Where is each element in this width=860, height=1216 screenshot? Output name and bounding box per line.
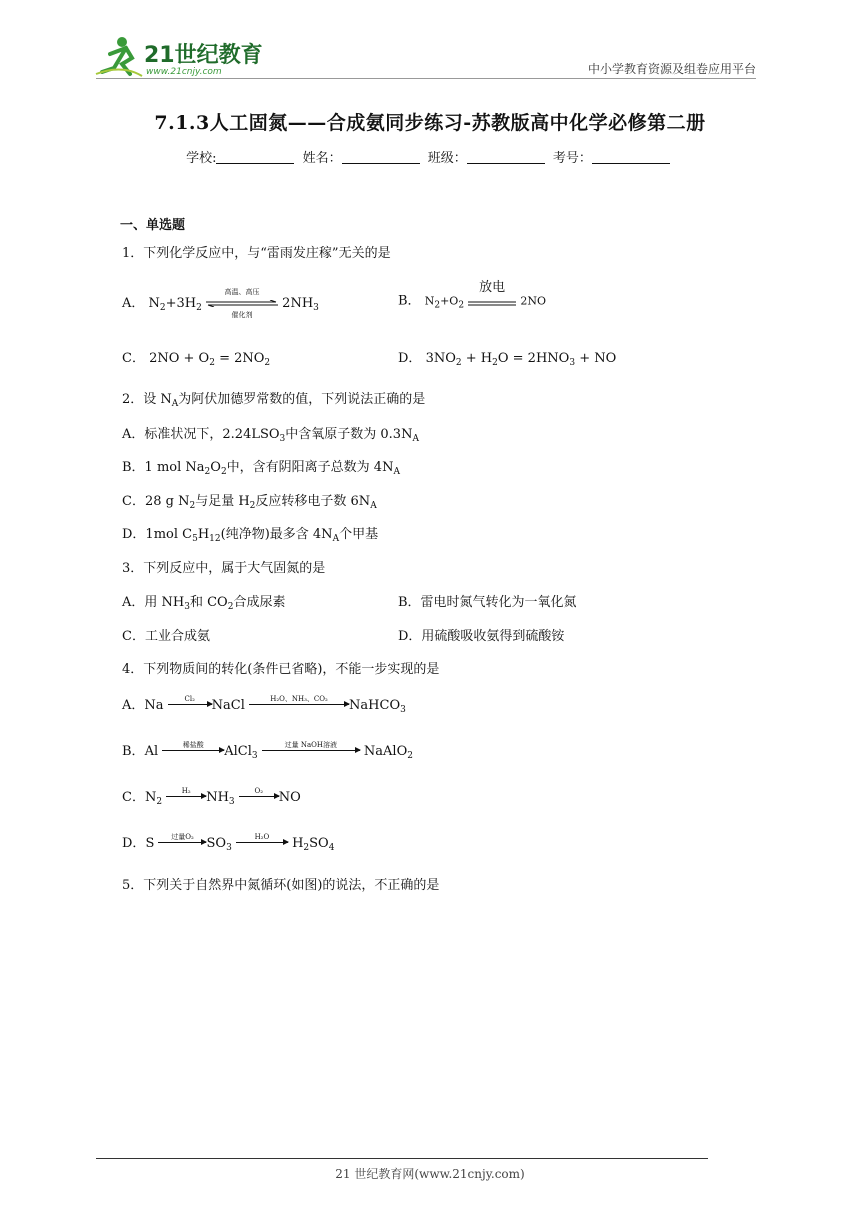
q3-option-c[interactable]: C．工业合成氨: [122, 629, 210, 644]
name-blank[interactable]: [342, 151, 420, 164]
equals-condition: 放电: [468, 280, 516, 310]
arrow: H₂: [166, 787, 206, 798]
arrow-icon: [236, 842, 288, 843]
q3-option-a[interactable]: A．用 $NH_3$和 $CO_2$合成尿素: [122, 595, 286, 612]
q4-option-b[interactable]: B．Al 稀盐酸 AlCl$_3$ 过量 NaOH溶液 NaAlO$_2$: [122, 741, 413, 761]
school-blank[interactable]: [216, 151, 294, 164]
arrow: 稀盐酸: [162, 741, 224, 752]
question-5-stem: 5．下列关于自然界中氮循环(如图)的说法，不正确的是: [122, 878, 440, 893]
svg-text:21世纪教育: 21世纪教育: [144, 43, 262, 68]
question-2-stem: 2．设 $N_A$为阿伏加德罗常数的值，下列说法正确的是: [122, 392, 426, 409]
q2-option-c[interactable]: C．28 g $N_2$与足量 $H_2$反应转移电子数 $6N_A$: [122, 494, 377, 511]
q1-option-c[interactable]: C． $2NO + O_2 = 2NO_2$: [122, 351, 271, 368]
q4-option-c[interactable]: C．$N_2$ H₂ $NH_3$ O₂ NO: [122, 787, 301, 807]
arrow-icon: [239, 796, 279, 797]
class-label: 班级：: [427, 151, 467, 166]
student-info-line: [0, 147, 860, 166]
svg-text:www.21cnjy.com: www.21cnjy.com: [146, 67, 222, 77]
arrow: 过量 NaOH溶液: [262, 741, 360, 752]
q1-option-d[interactable]: D． $3NO_2 + H_2O = 2HNO_3$ + NO: [398, 351, 617, 368]
arrow-icon: [162, 750, 224, 751]
question-4-stem: 4．下列物质间的转化(条件已省略)，不能一步实现的是: [122, 662, 440, 677]
arrow-icon: [168, 704, 212, 705]
question-3-stem: 3．下列反应中，属于大气固氮的是: [122, 561, 326, 576]
exam-no-blank[interactable]: [592, 151, 670, 164]
section-title: 一、单选题: [120, 218, 186, 233]
arrow-icon: [249, 704, 349, 705]
school-label: 学校:: [186, 151, 217, 166]
arrow: H₂O: [236, 833, 288, 844]
reversible-arrow-icon: [206, 300, 278, 307]
page-title: 7.1.3人工固氮——合成氨同步练习-苏教版高中化学必修第二册: [154, 112, 706, 134]
q4-option-a[interactable]: A．Na Cl₂ NaCl H₂O、NH₃、CO₂ NaHCO$_3$: [122, 695, 406, 715]
arrow-icon: [262, 750, 360, 751]
double-line-icon: [468, 301, 516, 306]
q1-option-b[interactable]: B． $N_2+O_2$ 放电 2NO: [398, 280, 546, 311]
site-logo: [92, 34, 262, 80]
class-blank[interactable]: [467, 151, 545, 164]
arrow: 过量O₂: [158, 833, 206, 844]
arrow-icon: [166, 796, 206, 797]
reversible-arrow: 高温、高压 催化剂: [206, 288, 278, 319]
name-label: 姓名：: [302, 151, 342, 166]
header-divider: [96, 78, 756, 79]
footer-divider: [96, 1158, 708, 1159]
q3-option-b[interactable]: B．雷电时氮气转化为一氧化氮: [398, 595, 577, 610]
q2-option-a[interactable]: A．标准状况下，$2.24LSO_3$中含氧原子数为 $0.3N_A$: [122, 427, 419, 444]
q1-option-a[interactable]: A． $N_2+3H_2$ 高温、高压 催化剂 $2NH_3$: [122, 288, 319, 319]
arrow: Cl₂: [168, 695, 212, 706]
q3-option-d[interactable]: D．用硫酸吸收氨得到硫酸铵: [398, 629, 565, 644]
q2-option-b[interactable]: B．1 mol $Na_2O_2$中，含有阴阳离子总数为 $4N_A$: [122, 460, 400, 477]
exam-no-label: 考号：: [552, 151, 592, 166]
arrow: H₂O、NH₃、CO₂: [249, 695, 349, 706]
runner-logo-icon: [92, 34, 262, 80]
header-platform-text: 中小学教育资源及组卷应用平台: [587, 62, 756, 76]
q4-option-d[interactable]: D．S 过量O₂ $SO_3$ H₂O $H_2SO_4$: [122, 833, 335, 853]
arrow-icon: [158, 842, 206, 843]
q2-option-d[interactable]: D．1mol $C_5H_{12}$(纯净物)最多含 $4N_A$个甲基: [122, 527, 379, 544]
footer-text: 21 世纪教育网(www.21cnjy.com): [335, 1167, 525, 1181]
arrow: O₂: [239, 787, 279, 798]
question-1-stem: 1．下列化学反应中，与“雷雨发庄稼”无关的是: [122, 246, 391, 261]
